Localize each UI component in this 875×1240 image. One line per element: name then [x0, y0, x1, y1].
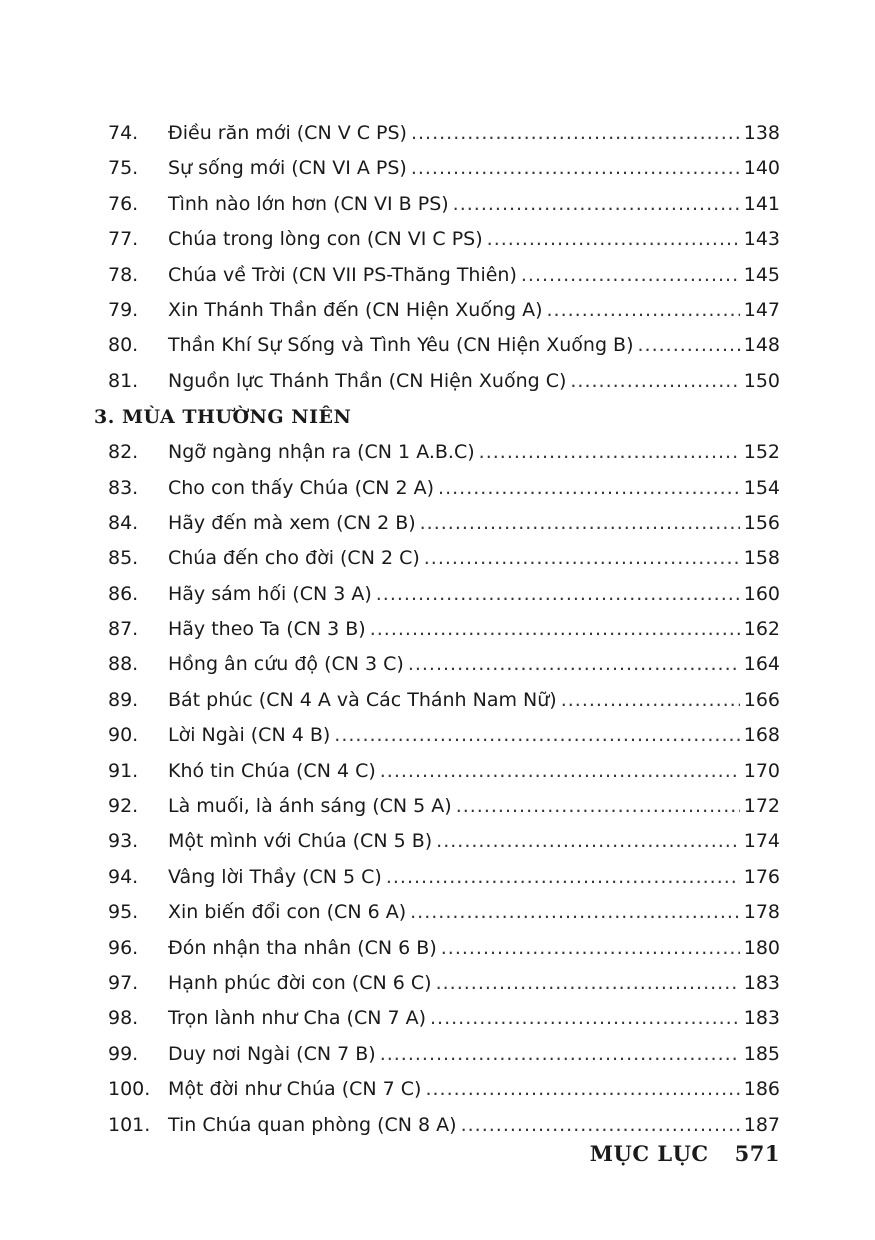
- toc-entry: [0, 506, 875, 541]
- entry-line: [168, 435, 780, 470]
- entry-line: [168, 116, 780, 151]
- entry-title: Điều răn mới (CN V C PS): [168, 122, 407, 144]
- footer-label: MỤC LỤC: [589, 1141, 709, 1166]
- entry-title: Tình nào lớn hơn (CN VI B PS): [168, 192, 449, 215]
- entry-page-number: 164: [743, 653, 780, 676]
- entry-title: Một mình với Chúa (CN 5 B): [168, 830, 433, 853]
- dot-leader: [461, 1108, 740, 1143]
- entry-line: [168, 1037, 780, 1072]
- entry-number: 98.: [108, 1007, 139, 1030]
- entry-number: 80.: [108, 334, 139, 357]
- entry-line: [168, 612, 780, 647]
- toc-entry: [0, 789, 875, 824]
- entry-title: Thần Khí Sự Sống và Tình Yêu (CN Hiện Xuống B): [168, 334, 634, 357]
- entry-line: [168, 683, 780, 718]
- dot-leader: [386, 860, 740, 895]
- toc-entry: [0, 187, 875, 222]
- toc-entry: [0, 1108, 875, 1143]
- toc-entry: [0, 151, 875, 186]
- dot-leader: [438, 471, 740, 506]
- dot-leader: [453, 187, 740, 222]
- dot-leader: [370, 612, 740, 647]
- entry-page-number: 156: [743, 511, 780, 534]
- entry-page-number: 145: [743, 263, 780, 286]
- entry-number: 90.: [108, 724, 139, 747]
- entry-page-number: 170: [743, 759, 780, 782]
- dot-leader: [487, 222, 740, 257]
- toc-entry: [0, 1072, 875, 1107]
- toc-entry: [0, 258, 875, 293]
- toc-entry: [0, 754, 875, 789]
- toc-entry: [0, 222, 875, 257]
- entry-title: Hồng ân cứu độ (CN 3 C): [168, 653, 404, 676]
- entry-number: 92.: [108, 795, 139, 818]
- entry-page-number: 172: [743, 795, 780, 818]
- entry-number: 101.: [108, 1113, 151, 1136]
- entry-page-number: 176: [743, 865, 780, 888]
- toc-entry: [0, 824, 875, 859]
- entry-title: Bát phúc (CN 4 A và Các Thánh Nam Nữ): [168, 688, 557, 711]
- entry-number: 79.: [108, 298, 139, 321]
- toc-entry: [0, 435, 875, 470]
- entry-number: 99.: [108, 1042, 139, 1065]
- dot-leader: [561, 683, 740, 718]
- entry-line: [168, 718, 780, 753]
- entry-line: [168, 364, 780, 399]
- entry-number: 81.: [108, 369, 139, 392]
- entry-number: 95.: [108, 901, 139, 924]
- entry-line: [168, 966, 780, 1001]
- entry-line: [168, 1108, 780, 1143]
- dot-leader: [570, 364, 739, 399]
- entry-title: Xin Thánh Thần đến (CN Hiện Xuống A): [168, 298, 543, 321]
- entry-page-number: 150: [743, 369, 780, 392]
- entry-line: [168, 506, 780, 541]
- dot-leader: [425, 1072, 739, 1107]
- toc-entry: [0, 293, 875, 328]
- entry-number: 94.: [108, 865, 139, 888]
- dot-leader: [411, 116, 740, 151]
- entry-title: Lời Ngài (CN 4 B): [168, 724, 331, 747]
- entry-title: Nguồn lực Thánh Thần (CN Hiện Xuống C): [168, 369, 567, 392]
- entry-number: 88.: [108, 653, 139, 676]
- entry-title: Xin biến đổi con (CN 6 A): [168, 901, 407, 924]
- entry-line: [168, 647, 780, 682]
- dot-leader: [420, 506, 740, 541]
- dot-leader: [638, 328, 740, 363]
- dot-leader: [376, 577, 740, 612]
- toc-entry: [0, 612, 875, 647]
- toc-entry: [0, 683, 875, 718]
- entry-page-number: 178: [743, 901, 780, 924]
- entry-line: [168, 328, 780, 363]
- entry-title: Hạnh phúc đời con (CN 6 C): [168, 971, 432, 994]
- entry-number: 84.: [108, 511, 139, 534]
- entry-line: [168, 895, 780, 930]
- entry-title: Chúa đến cho đời (CN 2 C): [168, 547, 420, 570]
- toc-entry: [0, 647, 875, 682]
- entry-page-number: 174: [743, 830, 780, 853]
- entry-title: Chúa trong lòng con (CN VI C PS): [168, 228, 483, 251]
- entry-number: 100.: [108, 1078, 151, 1101]
- entry-line: [168, 754, 780, 789]
- toc-entry: [0, 328, 875, 363]
- toc-entry: [0, 471, 875, 506]
- entry-page-number: 183: [743, 971, 780, 994]
- entry-number: 91.: [108, 759, 139, 782]
- entry-page-number: 180: [743, 936, 780, 959]
- entry-line: [168, 577, 780, 612]
- entry-page-number: 152: [743, 441, 780, 464]
- entry-page-number: 186: [743, 1078, 780, 1101]
- entry-page-number: 162: [743, 618, 780, 641]
- dot-leader: [380, 754, 740, 789]
- dot-leader: [424, 541, 740, 576]
- entry-number: 82.: [108, 441, 139, 464]
- entry-page-number: 147: [743, 298, 780, 321]
- toc-group-ordinary-time: [0, 435, 875, 1143]
- entry-page-number: 143: [743, 228, 780, 251]
- entry-title: Hãy sám hối (CN 3 A): [168, 582, 372, 605]
- entry-page-number: 187: [743, 1113, 780, 1136]
- toc-entry: [0, 577, 875, 612]
- entry-title: Sự sống mới (CN VI A PS): [168, 157, 407, 180]
- entry-page-number: 140: [743, 157, 780, 180]
- entry-title: Cho con thấy Chúa (CN 2 A): [168, 476, 435, 499]
- entry-number: 93.: [108, 830, 139, 853]
- entry-page-number: 185: [743, 1042, 780, 1065]
- entry-title: Trọn lành như Cha (CN 7 A): [168, 1007, 427, 1030]
- entry-title: Ngỡ ngàng nhận ra (CN 1 A.B.C): [168, 441, 475, 464]
- toc-entry: [0, 931, 875, 966]
- entry-number: 77.: [108, 228, 139, 251]
- dot-leader: [430, 1001, 740, 1036]
- toc-entry: [0, 860, 875, 895]
- toc-entry: [0, 1037, 875, 1072]
- entry-title: Tin Chúa quan phòng (CN 8 A): [168, 1113, 457, 1136]
- footer-page-number: 571: [734, 1141, 780, 1166]
- entry-line: [168, 258, 780, 293]
- entry-line: [168, 541, 780, 576]
- entry-number: 76.: [108, 192, 139, 215]
- toc-entry: [0, 541, 875, 576]
- entry-page-number: 166: [743, 688, 780, 711]
- dot-leader: [408, 647, 740, 682]
- toc-entry: [0, 966, 875, 1001]
- dot-leader: [521, 258, 740, 293]
- entry-line: [168, 931, 780, 966]
- entry-line: [168, 1001, 780, 1036]
- entry-line: [168, 151, 780, 186]
- entry-page-number: 158: [743, 547, 780, 570]
- entry-line: [168, 1072, 780, 1107]
- section-heading: 3. MÙA THƯỜNG NIÊN: [94, 406, 352, 429]
- entry-page-number: 154: [743, 476, 780, 499]
- entry-title: Đón nhận tha nhân (CN 6 B): [168, 936, 437, 959]
- entry-page-number: 160: [743, 582, 780, 605]
- toc-entry: [0, 1001, 875, 1036]
- dot-leader: [456, 789, 740, 824]
- entry-title: Hãy đến mà xem (CN 2 B): [168, 511, 416, 534]
- entry-line: [168, 222, 780, 257]
- dot-leader: [479, 435, 740, 470]
- entry-line: [168, 824, 780, 859]
- entry-line: [168, 187, 780, 222]
- entry-title: Duy nơi Ngài (CN 7 B): [168, 1042, 376, 1065]
- entry-number: 86.: [108, 582, 139, 605]
- entry-page-number: 138: [743, 122, 780, 144]
- entry-number: 87.: [108, 618, 139, 641]
- toc-entry: [0, 895, 875, 930]
- page-footer: [0, 1141, 780, 1166]
- dot-leader: [441, 931, 740, 966]
- dot-leader: [380, 1037, 740, 1072]
- dot-leader: [436, 824, 740, 859]
- entry-title: Vâng lời Thầy (CN 5 C): [168, 865, 382, 888]
- entry-number: 83.: [108, 476, 139, 499]
- entry-number: 96.: [108, 936, 139, 959]
- entry-number: 74.: [108, 122, 139, 144]
- entry-number: 85.: [108, 547, 139, 570]
- entry-page-number: 141: [743, 192, 780, 215]
- entry-number: 78.: [108, 263, 139, 286]
- dot-leader: [410, 895, 740, 930]
- entry-title: Một đời như Chúa (CN 7 C): [168, 1078, 422, 1101]
- dot-leader: [334, 718, 739, 753]
- entry-line: [168, 293, 780, 328]
- toc-entry: [0, 116, 875, 151]
- entry-line: [168, 471, 780, 506]
- table-of-contents: [0, 116, 875, 1143]
- dot-leader: [411, 151, 740, 186]
- dot-leader: [547, 293, 740, 328]
- entry-number: 89.: [108, 688, 139, 711]
- entry-line: [168, 789, 780, 824]
- entry-number: 97.: [108, 971, 139, 994]
- dot-leader: [436, 966, 740, 1001]
- entry-title: Hãy theo Ta (CN 3 B): [168, 618, 366, 641]
- toc-entry: [0, 364, 875, 399]
- toc-group-easter: [0, 116, 875, 399]
- entry-title: Khó tin Chúa (CN 4 C): [168, 759, 376, 782]
- entry-page-number: 148: [743, 334, 780, 357]
- toc-entry: [0, 718, 875, 753]
- entry-page-number: 183: [743, 1007, 780, 1030]
- entry-title: Chúa về Trời (CN VII PS-Thăng Thiên): [168, 263, 517, 286]
- entry-line: [168, 860, 780, 895]
- entry-page-number: 168: [743, 724, 780, 747]
- entry-title: Là muối, là ánh sáng (CN 5 A): [168, 795, 452, 818]
- entry-number: 75.: [108, 157, 139, 180]
